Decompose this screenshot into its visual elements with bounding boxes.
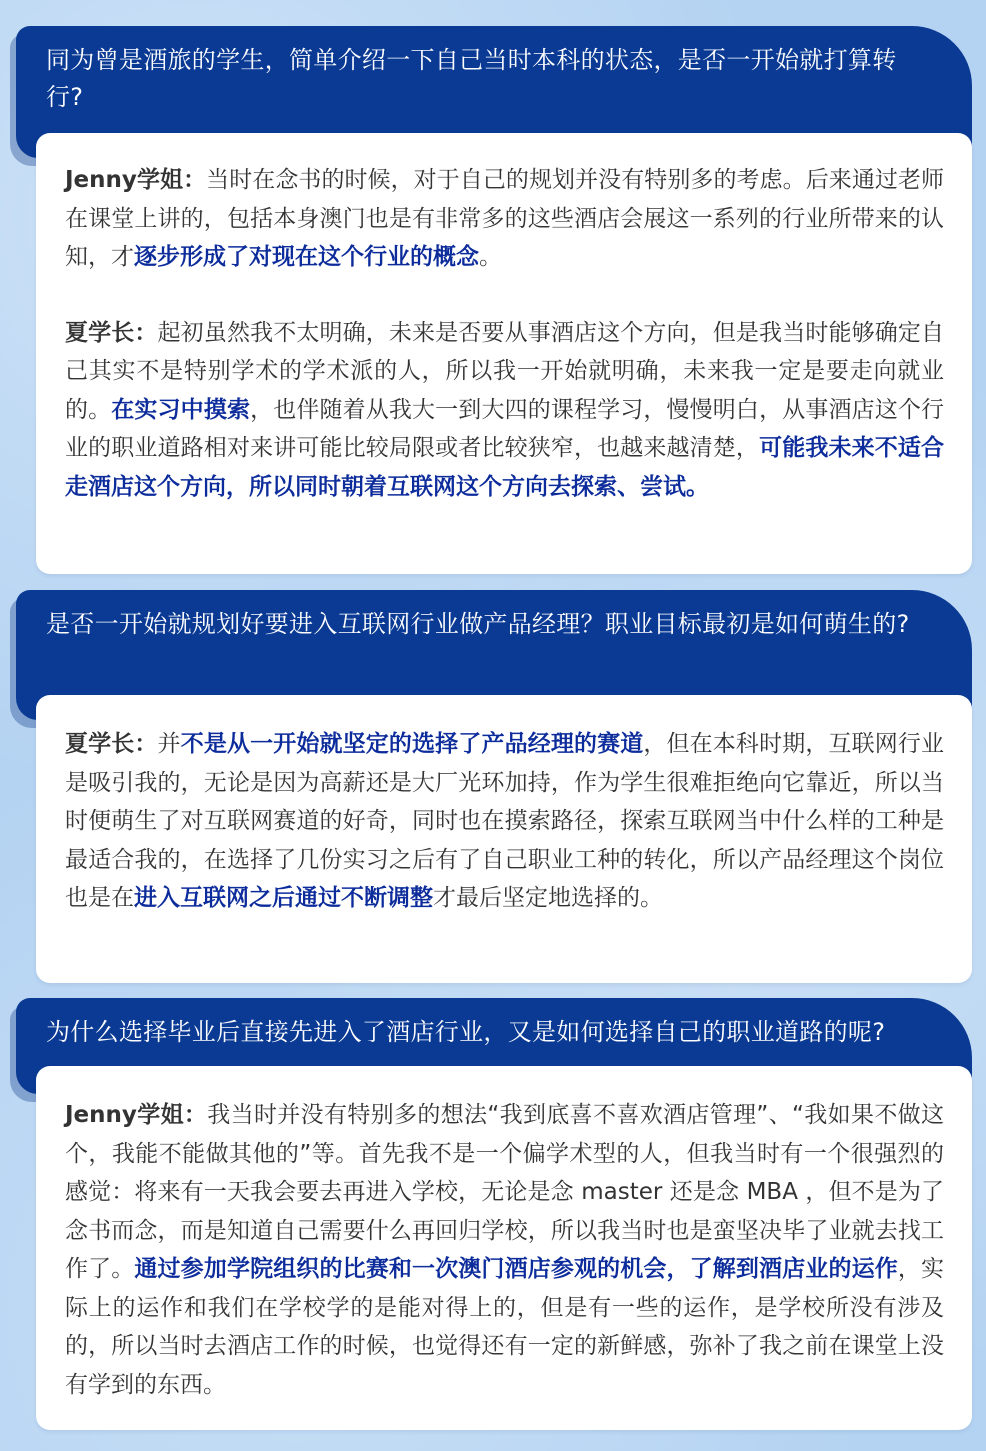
question-text: 同为曾是酒旅的学生，简单介绍一下自己当时本科的状态，是否一开始就打算转行? xyxy=(46,46,897,111)
highlight-text: 通过参加学院组织的比赛和一次澳门酒店参观的机会，了解到酒店业的运作 xyxy=(134,1256,898,1282)
answer-text: ，但在本科时期，互联网行业是吸引我的，无论是因为高薪还是大厂光环加持，作为学生很难拒绝向它靠近，所以当时便萌生了对互联网赛道的好奇，同时也在摸索路径，探索互联网当中什么样的工种是最适合我的，在选择了几份实习之后有了自己职业工种的转化，所以产品经理这个岗位也是在 xyxy=(65,731,945,911)
highlight-text: 逐步形成了对现在这个行业的概念 xyxy=(134,244,479,270)
answer-text: ，也伴随着从我大一到大四的课程学习，慢慢明白，从事酒店这个行业的职业道路相对来讲可能比较局限或者比较狭窄，也越来越清楚， xyxy=(65,396,945,461)
answer-card xyxy=(36,133,972,574)
answer-text: 起初虽然我不太明确，未来是否要从事酒店这个方向，但是我当时能够确定自己其实不是特别学术的学术派的人，所以我一开始就明确，未来我一定是要走向就业的。 xyxy=(65,319,945,423)
highlight-text: 不是从一开始就坚定的选择了产品经理的赛道 xyxy=(180,731,644,757)
answer-text: 。 xyxy=(479,244,502,270)
speaker-name: 夏学长： xyxy=(65,731,158,757)
answer-text: ，实际上的运作和我们在学校学的是能对得上的，但是有一些的运作，是学校所没有涉及的，所以当时去酒店工作的时候，也觉得还有一定的新鲜感，弥补了我之前在课堂上没有学到的东西。 xyxy=(65,1256,945,1398)
answer-paragraph xyxy=(65,725,944,918)
answer-text: 才最后坚定地选择的。 xyxy=(433,885,663,911)
answer-card xyxy=(36,695,972,983)
answer-paragraph xyxy=(65,161,944,277)
answer-paragraph xyxy=(65,314,944,507)
speaker-name: Jenny学姐： xyxy=(65,167,207,193)
highlight-text: 进入互联网之后通过不断调整 xyxy=(134,885,433,911)
answer-text: 我当时并没有特别多的想法“我到底喜不喜欢酒店管理”、“我如果不做这个，我能不能做其他的”等。首先我不是一个偏学术型的人，但我当时有一个很强烈的感觉：将来有一天我会要去再进入学校，无论是念 master 还是念 MBA ，但不是为了念书而念，而是知道自己需要什么再回归学校，所以我当时也是蛮坚决毕了业就去找工作了。 xyxy=(65,1102,945,1282)
question-text: 为什么选择毕业后直接先进入了酒店行业，又是如何选择自己的职业道路的呢? xyxy=(46,1018,886,1046)
answer-card xyxy=(36,1066,972,1430)
answer-text: 并 xyxy=(157,731,181,757)
answer-text: 当时在念书的时候，对于自己的规划并没有特别多的考虑。后来通过老师在课堂上讲的，包括本身澳门也是有非常多的这些酒店会展这一系列的行业所带来的认知，才 xyxy=(65,167,944,270)
highlight-text: 可能我未来不适合走酒店这个方向，所以同时朝着互联网这个方向去探索、尝试。 xyxy=(65,435,945,500)
answer-paragraph xyxy=(65,1096,944,1404)
question-text: 是否一开始就规划好要进入互联网行业做产品经理？职业目标最初是如何萌生的? xyxy=(46,610,910,638)
speaker-name: 夏学长： xyxy=(65,319,158,346)
speaker-name: Jenny学姐： xyxy=(65,1102,208,1128)
highlight-text: 在实习中摸索 xyxy=(111,396,251,423)
